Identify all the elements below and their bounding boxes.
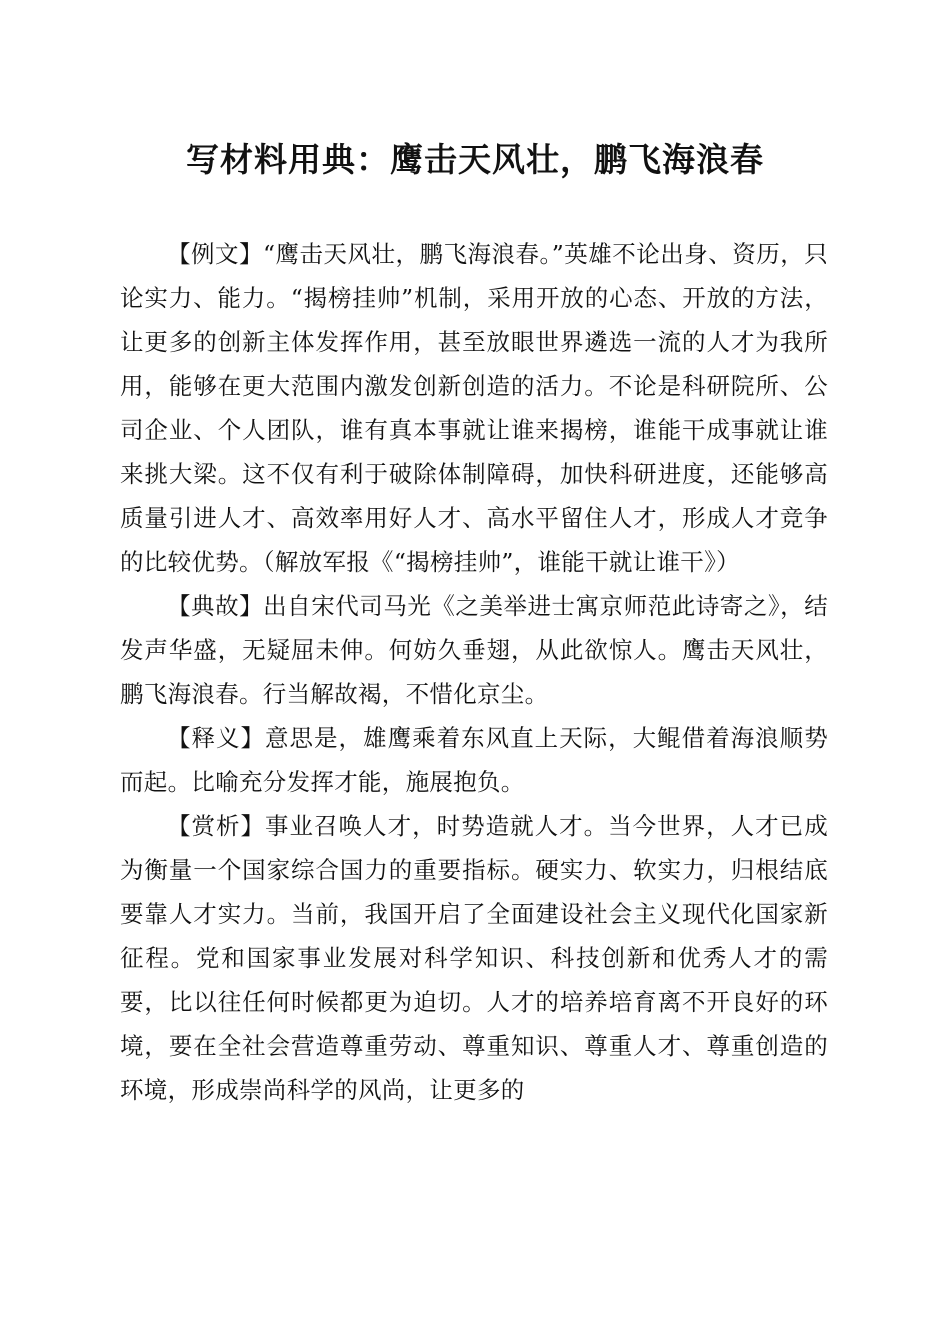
section-tag-allusion: 【典故】 (167, 592, 264, 620)
paragraph-example (120, 232, 828, 584)
section-tag-example: 【例文】 (167, 240, 263, 268)
paragraph-appreciation (120, 804, 828, 1112)
paragraph-appreciation-text: 事业召唤人才，时势造就人才。当今世界，人才已成为衡量一个国家综合国力的重要指标。硬实力、软实力，归根结底要靠人才实力。当前，我国开启了全面建设社会主义现代化国家新征程。党和国家事业发展对科学知识、科技创新和优秀人才的需要，比以往任何时候都更为迫切。人才的培养培育离不开良好的环境，要在全社会营造尊重劳动、尊重知识、尊重人才、尊重创造的环境，形成崇尚科学的风尚，让更多的 (120, 812, 828, 1104)
section-tag-meaning: 【释义】 (167, 724, 266, 752)
document-title: 写材料用典：鹰击天风壮，鹏飞海浪春 (186, 140, 764, 179)
paragraph-example-text: “鹰击天风壮，鹏飞海浪春。”英雄不论出身、资历，只论实力、能力。“揭榜挂帅”机制，采用开放的心态、开放的方法，让更多的创新主体发挥作用，甚至放眼世界遴选一流的人才为我所用，能够在更大范围内激发创新创造的活力。不论是科研院所、公司企业、个人团队，谁有真本事就让谁来揭榜，谁能干成事就让谁来挑大梁。这不仅有利于破除体制障碍，加快科研进度，还能够高质量引进人才、高效率用好人才、高水平留住人才，形成人才竞争的比较优势。（解放军报《“揭榜挂帅”，谁能干就让谁干》） (120, 240, 829, 576)
document-body (120, 232, 828, 1112)
paragraph-allusion (120, 584, 828, 716)
paragraph-meaning-text: 意思是，雄鹰乘着东风直上天际，大鲲借着海浪顺势而起。比喻充分发挥才能，施展抱负。 (120, 724, 828, 796)
paragraph-meaning (120, 716, 828, 804)
section-tag-appreciation: 【赏析】 (167, 812, 266, 840)
paragraph-allusion-text: 出自宋代司马光《之美举进士寓京师范此诗寄之》，结发声华盛，无疑屈未伸。何妨久垂翅，从此欲惊人。鹰击天风壮，鹏飞海浪春。行当解故褐，不惜化京尘。 (120, 592, 828, 708)
